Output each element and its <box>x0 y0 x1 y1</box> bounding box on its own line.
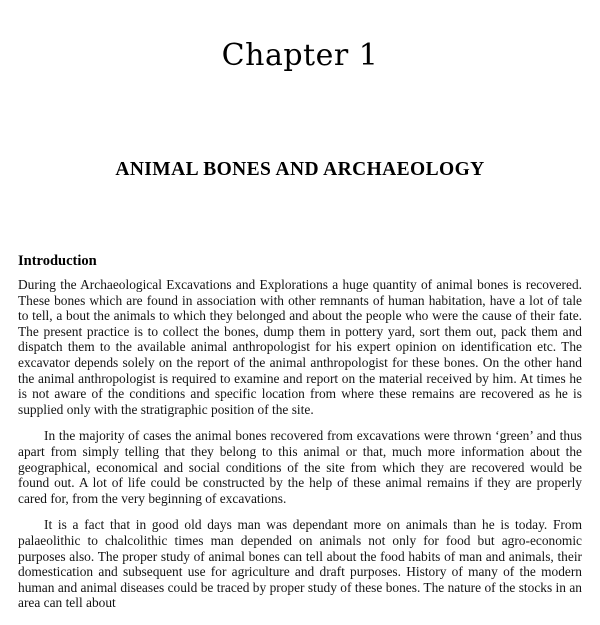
chapter-heading: Chapter 1 <box>221 38 379 73</box>
paragraph: During the Archaeological Excavations and Explorations a huge quantity of animal bones is recovered. These bones which are found in association with other remnants of human habitation, have a lot of tale to tell, a bout the animals to which they belonged and about the people who were the cause of their fate. The present practice is to collect the bones, dump them in pottery yard, sort them out, pack them and dispatch them to the available animal anthropologist for his expert opinion on identification etc. The excavator depends solely on the report of the animal anthropologist for these bones. On the other hand the animal anthropologist is required to examine and report on the material received by him. At times he is not aware of the conditions and specific location from where these remains are recovered as he is supplied only with the stratigraphic position of the site. <box>18 277 582 417</box>
paragraph: In the majority of cases the animal bones recovered from excavations were thrown ‘green’ and thus apart from simply telling that they belong to this animal or that, much more information about the geographical, economical and social conditions of the site from which they are recovered would be found out. A lot of life could be constructed by the help of these animal remains if they are properly cared for, from the very beginning of excavations. <box>18 428 582 506</box>
paragraph: It is a fact that in good old days man was dependant more on animals than he is today. From palaeolithic to chalcolithic times man depended on animals not only for food but agro-economic purposes also. The proper study of animal bones can tell about the food habits of man and animals, their domestication and subsequent use for agriculture and draft purposes. History of many of the modern human and animal diseases could be traced by proper study of these bones. The nature of the stocks in an area can tell about <box>18 517 582 611</box>
page-title: ANIMAL BONES AND ARCHAEOLOGY <box>115 159 485 180</box>
section-heading-introduction: Introduction <box>18 253 97 269</box>
